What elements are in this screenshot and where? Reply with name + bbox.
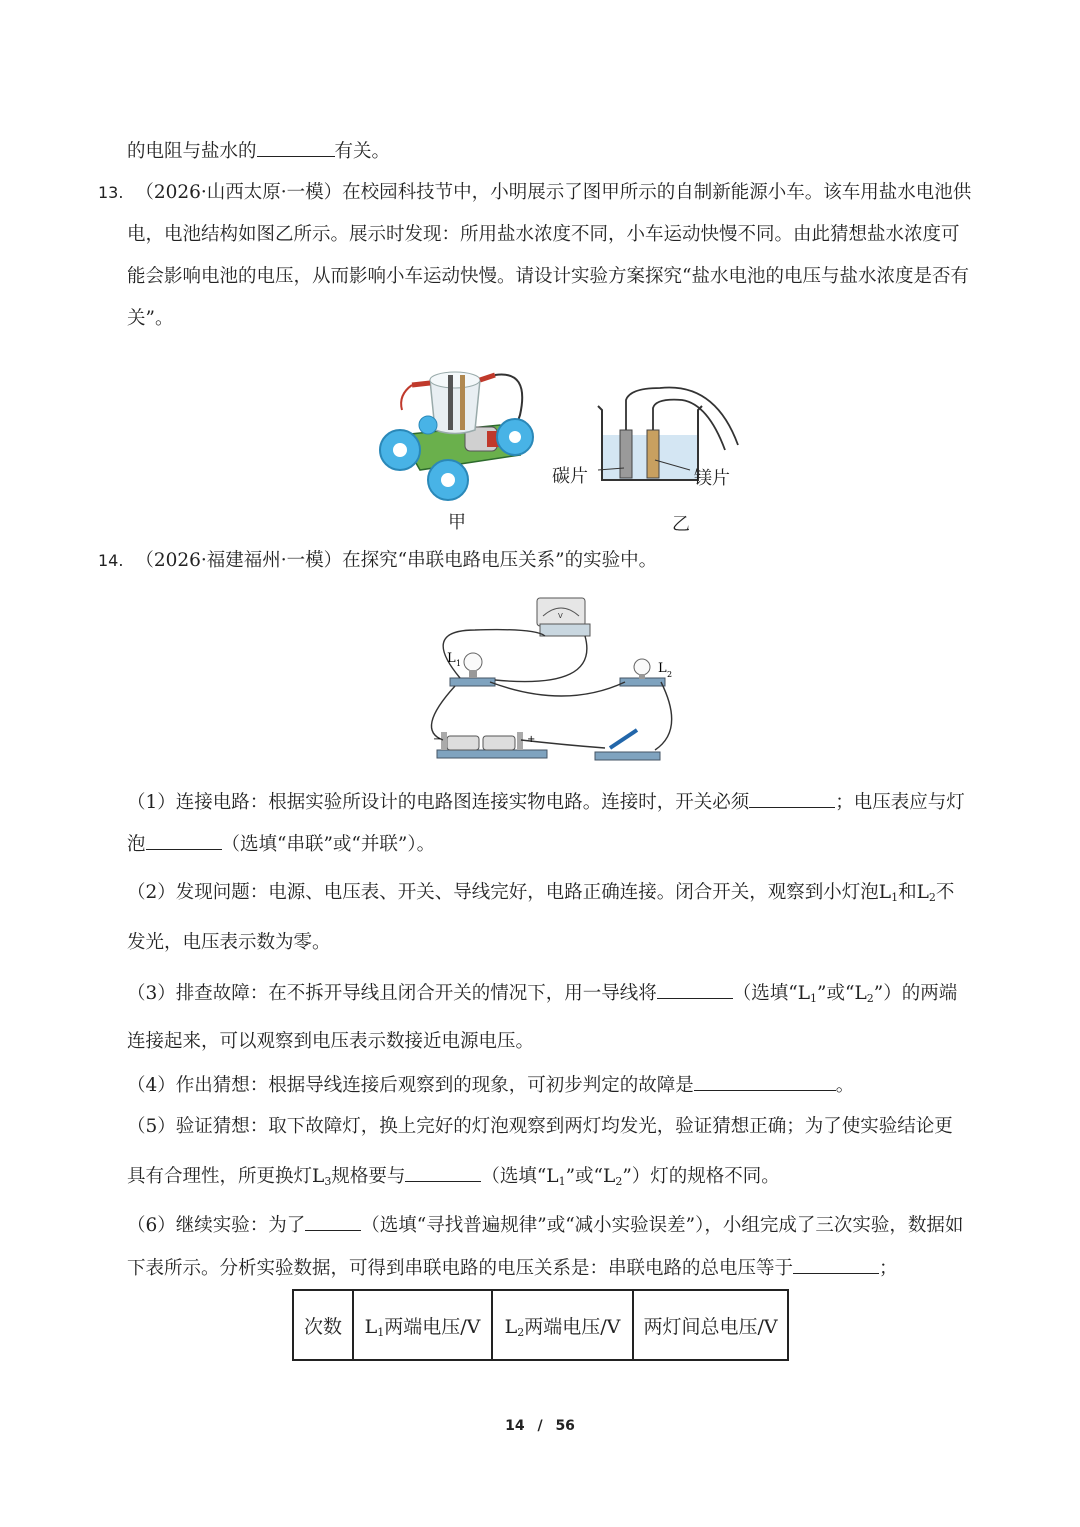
q14-part1-line2 bbox=[127, 831, 435, 858]
q14-part5-line1: （5）验证猜想：取下故障灯，换上完好的灯泡观察到两灯均发光，验证猜想正确；为了使实验结论更 bbox=[127, 1116, 953, 1137]
figure-label-jia: 甲 bbox=[448, 512, 466, 533]
l1-subscript: 1 bbox=[558, 1175, 566, 1188]
table-header-l2 bbox=[492, 1290, 633, 1360]
question-number: 14. bbox=[98, 551, 124, 570]
q12-text-end: 有关。 bbox=[334, 141, 391, 162]
q14-text: （4）作出猜想：根据导线连接后观察到的现象，可初步判定的故障是 bbox=[127, 1075, 694, 1096]
answer-blank bbox=[405, 1163, 481, 1182]
q13-line4: 关”。 bbox=[127, 308, 174, 329]
page-separator: / bbox=[537, 1418, 543, 1434]
l1-subscript: 1 bbox=[377, 1325, 385, 1339]
magnesium-plate-label: 镁片 bbox=[694, 468, 730, 489]
series-circuit-figure bbox=[425, 590, 685, 770]
answer-blank bbox=[694, 1072, 836, 1091]
q14-text: 泡 bbox=[127, 834, 146, 855]
q14-text: （选填“ bbox=[732, 983, 798, 1004]
question-number: 13. bbox=[98, 183, 124, 202]
l2-symbol: L bbox=[603, 1166, 616, 1187]
q14-part3-line1 bbox=[127, 980, 957, 1012]
answer-blank bbox=[793, 1255, 879, 1274]
q14-text: （选填“串联”或“并联”）。 bbox=[221, 834, 436, 855]
q14-part1-line1 bbox=[127, 789, 965, 816]
q14-text: （2）发现问题：电源、电压表、开关、导线完好，电路正确连接。闭合开关，观察到小灯泡 bbox=[127, 882, 879, 903]
header-text: 两端电压/V bbox=[524, 1315, 621, 1338]
l2-subscript: 2 bbox=[928, 891, 936, 904]
voltage-data-table bbox=[292, 1289, 789, 1361]
l2-symbol: L bbox=[916, 882, 929, 903]
page-number bbox=[0, 1418, 1080, 1434]
q14-part3-line2: 连接起来，可以观察到电压表示数接近电源电压。 bbox=[127, 1031, 535, 1052]
solar-car-figure bbox=[370, 355, 540, 505]
bulb-l1-subscript: 1 bbox=[456, 659, 462, 668]
q13-line3: 能会影响电池的电压，从而影响小车运动快慢。请设计实验方案探究“盐水电池的电压与盐水浓度是否有 bbox=[127, 266, 969, 287]
l1-symbol: L bbox=[797, 983, 811, 1004]
l3-subscript: 3 bbox=[324, 1175, 332, 1188]
l2-subscript: 2 bbox=[517, 1325, 525, 1339]
q14-text: 下表所示。分析实验数据，可得到串联电路的电压关系是：串联电路的总电压等于 bbox=[127, 1258, 794, 1279]
q12-tail-line bbox=[127, 138, 390, 165]
q14-text: （1）连接电路：根据实验所设计的电路图连接实物电路。连接时，开关必须 bbox=[127, 792, 750, 813]
q14-text: 和 bbox=[898, 882, 917, 903]
q14-text: 。 bbox=[835, 1075, 855, 1096]
page-total: 56 bbox=[555, 1418, 575, 1434]
battery-minus-label: − bbox=[433, 734, 442, 745]
q12-text: 的电阻与盐水的 bbox=[127, 141, 257, 162]
l2-subscript: 2 bbox=[615, 1175, 623, 1188]
q14-part4-line bbox=[127, 1072, 854, 1099]
answer-blank bbox=[749, 789, 835, 808]
table-header-count: 次数 bbox=[293, 1290, 353, 1360]
battery-plus-label: + bbox=[527, 734, 536, 745]
q13-text: （2026·山西太原·一模）在校园科技节中，小明展示了图甲所示的自制新能源小车。该车用盐水电池供 bbox=[135, 182, 972, 203]
q14-text: 不 bbox=[935, 882, 955, 903]
q14-text: （6）继续实验：为了 bbox=[127, 1215, 306, 1236]
q14-part2-line1 bbox=[127, 880, 954, 911]
q14-text: ；电压表应与灯 bbox=[835, 792, 965, 813]
q14-part5-line2 bbox=[127, 1163, 780, 1195]
l2-subscript: 2 bbox=[866, 992, 874, 1005]
q14-text: （选填“ bbox=[481, 1166, 547, 1187]
l1-symbol: L bbox=[364, 1315, 378, 1338]
q14-intro-line bbox=[98, 548, 657, 574]
carbon-plate-label: 碳片 bbox=[552, 466, 588, 487]
answer-blank bbox=[146, 831, 222, 850]
bulb-l2-subscript: 2 bbox=[667, 670, 673, 679]
table-header-l1 bbox=[353, 1290, 492, 1360]
l1-symbol: L bbox=[546, 1166, 559, 1187]
l3-symbol: L bbox=[312, 1166, 325, 1187]
q14-part2-line2: 发光，电压表示数为零。 bbox=[127, 932, 331, 953]
q14-part6-line2 bbox=[127, 1255, 898, 1282]
q13-line2: 电，电池结构如图乙所示。展示时发现：所用盐水浓度不同，小车运动快慢不同。由此猜想盐水浓度可 bbox=[127, 224, 960, 245]
l1-symbol: L bbox=[878, 882, 892, 903]
l2-symbol: L bbox=[504, 1315, 518, 1338]
q13-line1 bbox=[98, 180, 971, 206]
answer-blank bbox=[257, 138, 335, 157]
q14-text: （选填“寻找普遍规律”或“减小实验误差”），小组完成了三次实验，数据如 bbox=[361, 1215, 964, 1236]
q14-part6-line1 bbox=[127, 1212, 963, 1239]
bulb-l1-label: L bbox=[447, 651, 456, 666]
answer-blank bbox=[657, 980, 733, 999]
q14-text: 规格要与 bbox=[331, 1166, 406, 1187]
q14-text: ”）灯的规格不同。 bbox=[622, 1166, 780, 1187]
q14-text: ”或“ bbox=[817, 983, 855, 1004]
table-header-total: 两灯间总电压/V bbox=[633, 1290, 788, 1360]
q14-intro: （2026·福建福州·一模）在探究“串联电路电压关系”的实验中。 bbox=[135, 550, 658, 571]
q14-text: 具有合理性，所更换灯 bbox=[127, 1166, 313, 1187]
l1-subscript: 1 bbox=[891, 891, 899, 904]
bulb-l2-label: L bbox=[658, 661, 667, 676]
q14-text: ”或“ bbox=[565, 1166, 604, 1187]
table-header-row bbox=[293, 1290, 788, 1360]
q14-text: ； bbox=[879, 1258, 898, 1279]
figure-label-yi: 乙 bbox=[672, 514, 690, 535]
q14-text: （3）排查故障：在不拆开导线且闭合开关的情况下，用一导线将 bbox=[127, 983, 657, 1004]
answer-blank bbox=[305, 1212, 361, 1231]
l1-subscript: 1 bbox=[810, 992, 818, 1005]
q14-text: ”）的两端 bbox=[873, 983, 958, 1004]
header-text: 两端电压/V bbox=[384, 1315, 481, 1338]
l2-symbol: L bbox=[854, 983, 867, 1004]
voltmeter-label: V bbox=[558, 612, 563, 620]
page-current: 14 bbox=[505, 1418, 525, 1434]
